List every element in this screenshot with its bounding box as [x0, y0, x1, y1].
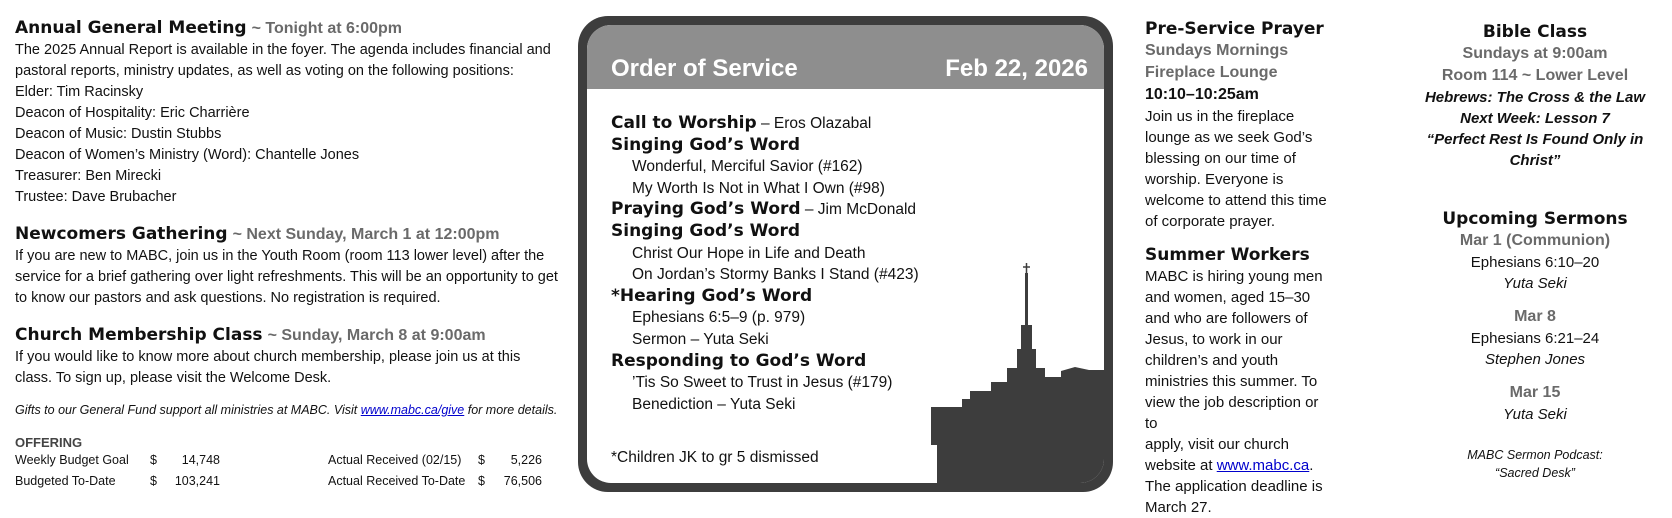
announcement-annual-meeting	[15, 16, 560, 208]
order-item: My Worth Is Not in What I Own (#98)	[632, 179, 885, 197]
order-heading: Singing God’s Word	[611, 220, 801, 241]
body-line: The 2025 Annual Report is available in the foyer. The agenda includes financial and	[15, 42, 551, 58]
position-trustee: Trustee: Dave Brubacher	[15, 189, 177, 205]
order-heading: *Hearing God’s Word	[611, 285, 813, 306]
position-treasurer: Treasurer: Ben Mirecki	[15, 168, 162, 184]
announcement-title: Newcomers Gathering	[15, 224, 228, 244]
upcoming-sermons-title: Upcoming Sermons	[1442, 209, 1628, 229]
order-of-service-title: Order of Service	[611, 55, 798, 82]
bible-class-detail: Room 114 ~ Lower Level	[1441, 67, 1629, 84]
bible-class-topic: Next Week: Lesson 7	[1460, 110, 1610, 127]
announcement-body	[15, 347, 560, 389]
order-item: Sermon – Yuta Seki	[632, 330, 769, 348]
summer-workers-body: MABC is hiring young men and women, aged 15–30 and who are followers of Jesus, to work in our children’s and youth ministries this summer. To view the job description or to apply, visit our church website at www.mabc.ca. The application deadline is March 27.	[1145, 268, 1323, 516]
bible-class-topic: “Perfect Rest Is Found Only in Christ”	[1426, 131, 1644, 169]
prayer-detail: Sundays Mornings	[1145, 42, 1289, 59]
summer-workers-title: Summer Workers	[1145, 245, 1310, 265]
position-hospitality: Deacon of Hospitality: Eric Charrière	[15, 105, 250, 121]
order-item: Benediction – Yuta Seki	[632, 395, 796, 413]
website-link[interactable]: www.mabc.ca	[1216, 457, 1310, 474]
sermon-entry: Mar 15 Yuta Seki	[1503, 384, 1567, 423]
body-line: If you are new to MABC, join us in the Youth Room (room 113 lower level) after the	[15, 248, 545, 264]
service-date: Feb 22, 2026	[945, 55, 1088, 82]
announcements-column	[15, 16, 560, 492]
give-link[interactable]: www.mabc.ca/give	[360, 403, 465, 417]
order-heading: Singing God’s Word	[611, 134, 801, 155]
offering-row: Budgeted To-Date $ 103,241 Actual Received To-Date $ 76,506	[15, 474, 542, 488]
position-womens-ministry: Deacon of Women’s Ministry (Word): Chantelle Jones	[15, 147, 360, 163]
announcement-body	[15, 40, 560, 208]
body-line: to know our pastors and ask questions. No registration is required.	[15, 290, 441, 306]
bible-class-topic: Hebrews: The Cross & the Law	[1424, 89, 1646, 106]
announcement-subtitle: ~ Sunday, March 8 at 9:00am	[267, 327, 486, 344]
body-line: class. To sign up, please visit the Welcome Desk.	[15, 370, 332, 386]
position-music: Deacon of Music: Dustin Stubbs	[15, 126, 222, 142]
position-elder: Elder: Tim Racinsky	[15, 84, 144, 100]
offering-title: OFFERING	[15, 435, 83, 450]
sermon-podcast: MABC Sermon Podcast: “Sacred Desk”	[1467, 448, 1603, 480]
sermon-entry: Mar 8 Ephesians 6:21–24 Stephen Jones	[1470, 308, 1600, 368]
prayer-body: Join us in the fireplace lounge as we seek God’s blessing on our time of worship. Everyone is welcome to attend this time of corporate prayer.	[1145, 108, 1327, 230]
offering-row: Weekly Budget Goal $ 14,748 Actual Received (02/15) $ 5,226	[15, 453, 542, 467]
announcement-newcomers	[15, 222, 560, 309]
order-item: Ephesians 6:5–9 (p. 979)	[632, 309, 806, 327]
order-item: On Jordan’s Stormy Banks I Stand (#423)	[632, 266, 919, 284]
prayer-time: 10:10–10:25am	[1145, 86, 1259, 103]
announcement-title: Annual General Meeting	[15, 18, 247, 38]
body-line: pastoral reports, ministry updates, as well as voting on the following positions:	[15, 63, 514, 79]
announcement-body	[15, 246, 560, 309]
order-heading: Call to Worship – Eros Olazabal	[611, 113, 872, 133]
prayer-title: Pre-Service Prayer	[1145, 19, 1324, 39]
prayer-and-workers-column	[1145, 18, 1335, 518]
order-heading: Responding to God’s Word	[611, 350, 867, 371]
children-dismissed-note: *Children JK to gr 5 dismissed	[611, 449, 819, 466]
announcement-membership	[15, 323, 560, 389]
gifts-note: Gifts to our General Fund support all ministries at MABC. Visit www.mabc.ca/give for more details.	[15, 403, 558, 417]
order-heading: Praying God’s Word – Jim McDonald	[611, 199, 917, 220]
bible-class-column	[1400, 21, 1670, 482]
announcement-title: Church Membership Class	[15, 325, 263, 345]
prayer-detail: Fireplace Lounge	[1145, 64, 1278, 81]
order-of-service-card	[578, 16, 1113, 492]
sermon-entry: Mar 1 (Communion) Ephesians 6:10–20 Yuta Seki	[1459, 232, 1611, 292]
church-silhouette-icon	[587, 25, 1104, 483]
announcement-subtitle: ~ Next Sunday, March 1 at 12:00pm	[232, 226, 500, 243]
body-line: service for a brief gathering over light refreshments. This will be an opportunity to get	[15, 269, 558, 285]
announcement-subtitle: ~ Tonight at 6:00pm	[251, 20, 403, 37]
order-item: Wonderful, Merciful Savior (#162)	[632, 158, 863, 176]
bible-class-detail: Sundays at 9:00am	[1462, 45, 1608, 62]
bible-class-title: Bible Class	[1482, 22, 1588, 42]
order-item: Christ Our Hope in Life and Death	[632, 244, 866, 262]
order-item: ’Tis So Sweet to Trust in Jesus (#179)	[632, 374, 893, 392]
body-line: If you would like to know more about church membership, please join us at this	[15, 349, 521, 365]
